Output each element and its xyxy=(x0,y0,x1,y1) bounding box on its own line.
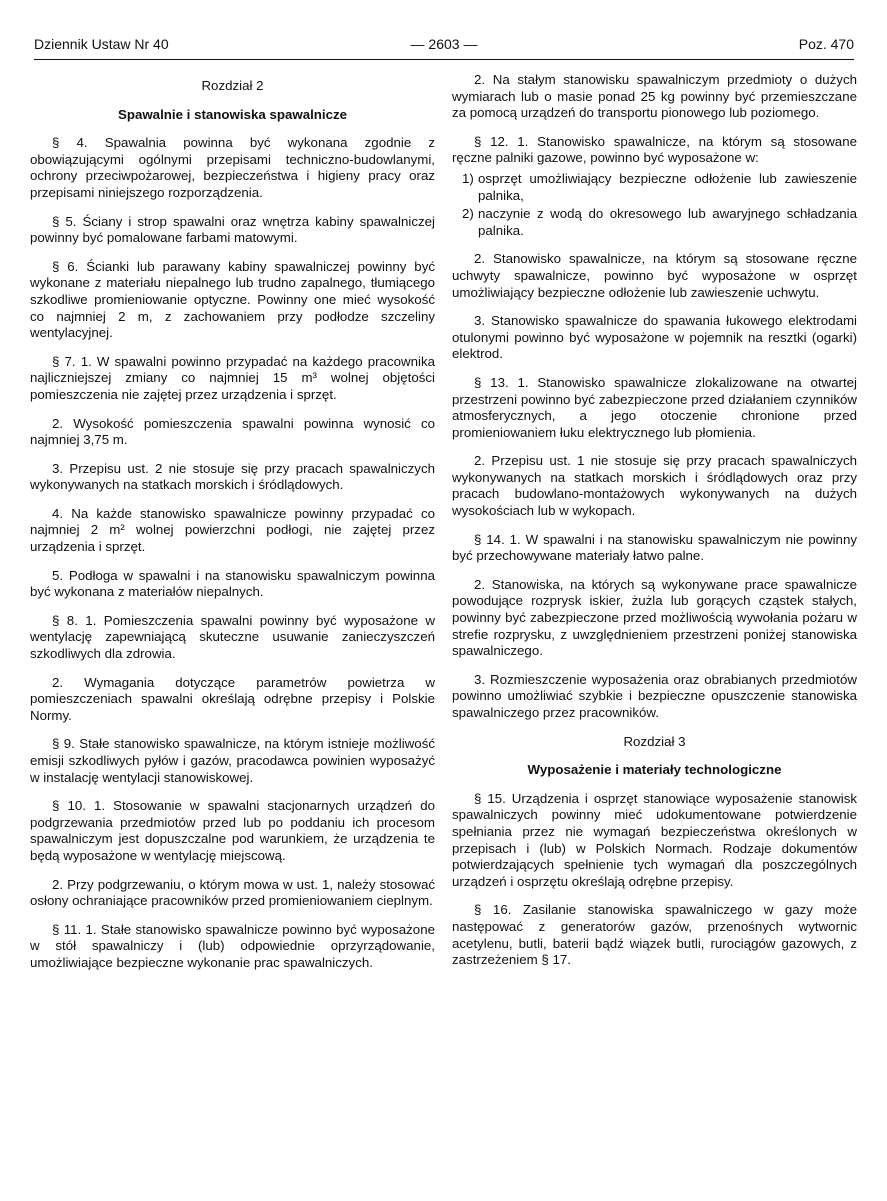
paragraph: 2. Stanowiska, na których są wykonywane prace spawalnicze powodujące rozprysk iskier, żużla lub gorących cząstek stałych, powinny być zabezpieczone przed możliwością wywołania pożaru w strefie rozprysku, z uwzględnieniem przestrzeni poniżej stanowiska spawalniczego. xyxy=(452,576,857,659)
page-number: — 2603 — xyxy=(410,36,478,52)
paragraph: 3. Stanowisko spawalnicze do spawania łukowego elektrodami otulonymi powinno być wyposażone w pojemnik na resztki (ogarki) elektrod. xyxy=(452,313,857,362)
chapter-label: Rozdział 2 xyxy=(201,78,264,93)
paragraph: § 4. Spawalnia powinna być wykonana zgodnie z obowiązującymi ogólnymi przepisami techniczno-budowlanymi, ochrony przeciwpożarowej, bezpieczeństwa i higieny pracy oraz przepisami niniejszego rozporządzenia. xyxy=(30,135,435,200)
paragraph: § 12. 1. Stanowisko spawalnicze, na którym są stosowane ręczne palniki gazowe, powinno być wyposażone w: xyxy=(452,133,857,166)
left-column xyxy=(30,72,435,984)
header-rule xyxy=(34,59,854,60)
paragraph: 3. Przepisu ust. 2 nie stosuje się przy pracach spawalniczych wykonywanych na statkach morskich i śródlądowych. xyxy=(30,460,435,493)
list-item xyxy=(452,171,857,204)
paragraph: 3. Rozmieszczenie wyposażenia oraz obrabianych przedmiotów powinno umożliwiać szybkie i bezpieczne opuszczenie stanowiska spawalniczego przez pracowników. xyxy=(452,671,857,720)
paragraph: § 10. 1. Stosowanie w spawalni stacjonarnych urządzeń do podgrzewania przedmiotów przed lub po poddaniu ich procesom spawalniczym jest dopuszczalne pod warunkiem, że urządzenia te będą wyposażone w wentylację miejscową. xyxy=(30,798,435,863)
page-header xyxy=(34,36,854,58)
paragraph: § 5. Ściany i strop spawalni oraz wnętrza kabiny spawalniczej powinny być pomalowane farbami matowymi. xyxy=(30,213,435,246)
paragraph: 2. Przepisu ust. 1 nie stosuje się przy pracach spawalniczych wykonywanych na statkach morskich i śródlądowych oraz przy pracach budowlano-montażowych wykonywanych na dużych wysokościach lub w wykopach. xyxy=(452,453,857,519)
paragraph: § 8. 1. Pomieszczenia spawalni powinny być wyposażone w wentylację zapewniającą skuteczne usuwanie zanieczyszczeń szkodliwych dla zdrowia. xyxy=(30,612,435,662)
paragraph: 2. Stanowisko spawalnicze, na którym są stosowane ręczne uchwyty spawalnicze, powinno być wyposażone w osprzęt umożliwiający bezpieczne odłożenie lub zawieszenie uchwytu. xyxy=(452,251,857,300)
chapter-title: Wyposażenie i materiały technologiczne xyxy=(527,762,782,778)
paragraph: § 9. Stałe stanowisko spawalnicze, na którym istnieje możliwość emisji szkodliwych pyłów i gazów, pracodawca powinien wyposażyć w instalację wentylacji stanowiskowej. xyxy=(30,736,435,785)
paragraph: 4. Na każde stanowisko spawalnicze powinny przypadać co najmniej 2 m² wolnej powierzchni podłogi, nie zajętej przez urządzenia i sprzęt. xyxy=(30,505,435,555)
equipment-list xyxy=(452,171,857,239)
paragraph: 2. Wysokość pomieszczenia spawalni powinna wynosić co najmniej 3,75 m. xyxy=(30,415,435,448)
paragraph: § 16. Zasilanie stanowiska spawalniczego w gazy może następować z generatorów gazów, przenośnych wytwornic acetylenu, butli, baterii bądź wiązek butli, rurociągów gazowych, z zastrzeżeniem § 17. xyxy=(452,902,857,968)
list-item-number: 1) xyxy=(462,170,474,186)
paragraph: § 7. 1. W spawalni powinno przypadać na każdego pracownika najliczniejszej zmiany co najmniej 15 m³ wolnej objętości pomieszczenia nie zajętej przez urządzenia i sprzęt. xyxy=(30,353,435,402)
paragraph: § 11. 1. Stałe stanowisko spawalnicze powinno być wyposażone w stół spawalniczy i (lub) odpowiednie oprzyrządowanie, umożliwiające bezpieczne wykonanie prac spawalniczych. xyxy=(30,921,435,970)
chapter-title: Spawalnie i stanowiska spawalnicze xyxy=(117,106,348,122)
journal-title: Dziennik Ustaw Nr 40 xyxy=(34,36,169,52)
position-number: Poz. 470 xyxy=(798,36,854,52)
list-item-text: osprzęt umożliwiający bezpieczne odłożenie lub zawieszenie palnika, xyxy=(478,170,857,203)
list-item-text: naczynie z wodą do okresowego lub awaryjnego schładzania palnika. xyxy=(478,206,857,238)
chapter-label: Rozdział 3 xyxy=(623,733,686,749)
paragraph: § 14. 1. W spawalni i na stanowisku spawalniczym nie powinny być przechowywane materiały łatwo palne. xyxy=(452,531,857,564)
paragraph: 5. Podłoga w spawalni i na stanowisku spawalniczym powinna być wykonana z materiałów niepalnych. xyxy=(30,567,435,600)
paragraph: § 15. Urządzenia i osprzęt stanowiące wyposażenie stanowisk spawalniczych powinny mieć udokumentowane potwierdzenie spełniania przez nie wymagań bezpieczeństwa określonych w przepisach i (lub) w Polskich Normach. Rodzaje dokumentów potwierdzających spełnienie tych wymagań dla poszczególnych urządzeń i osprzętu określają odrębne przepisy. xyxy=(452,790,857,889)
paragraph: § 13. 1. Stanowisko spawalnicze zlokalizowane na otwartej przestrzeni powinno być zabezpieczone przed działaniem czynników atmosferycznych, a jego otoczenie chronione przed promieniowaniem łuku elektrycznego lub płomienia. xyxy=(452,374,857,440)
paragraph: 2. Na stałym stanowisku spawalniczym przedmioty o dużych wymiarach lub o masie ponad 25 kg powinny być przemieszczane za pomocą urządzeń do transportu pionowego lub poziomego. xyxy=(452,72,857,121)
list-item xyxy=(452,206,857,239)
right-column xyxy=(452,72,857,981)
paragraph: § 6. Ścianki lub parawany kabiny spawalniczej powinny być wykonane z materiału niepalnego lub trudno zapalnego, tłumiącego szkodliwe promieniowanie optyczne. Powinny one mieć wysokość co najmniej 2 m, z zachowaniem przy podłodze szczeliny wentylacyjnej. xyxy=(30,258,435,341)
list-item-number: 2) xyxy=(462,206,474,222)
paragraph: 2. Przy podgrzewaniu, o którym mowa w ust. 1, należy stosować osłony ochraniające pracowników przed promieniowaniem cieplnym. xyxy=(30,876,435,909)
paragraph: 2. Wymagania dotyczące parametrów powietrza w pomieszczeniach spawalni określają odrębne przepisy i Polskie Normy. xyxy=(30,674,435,723)
